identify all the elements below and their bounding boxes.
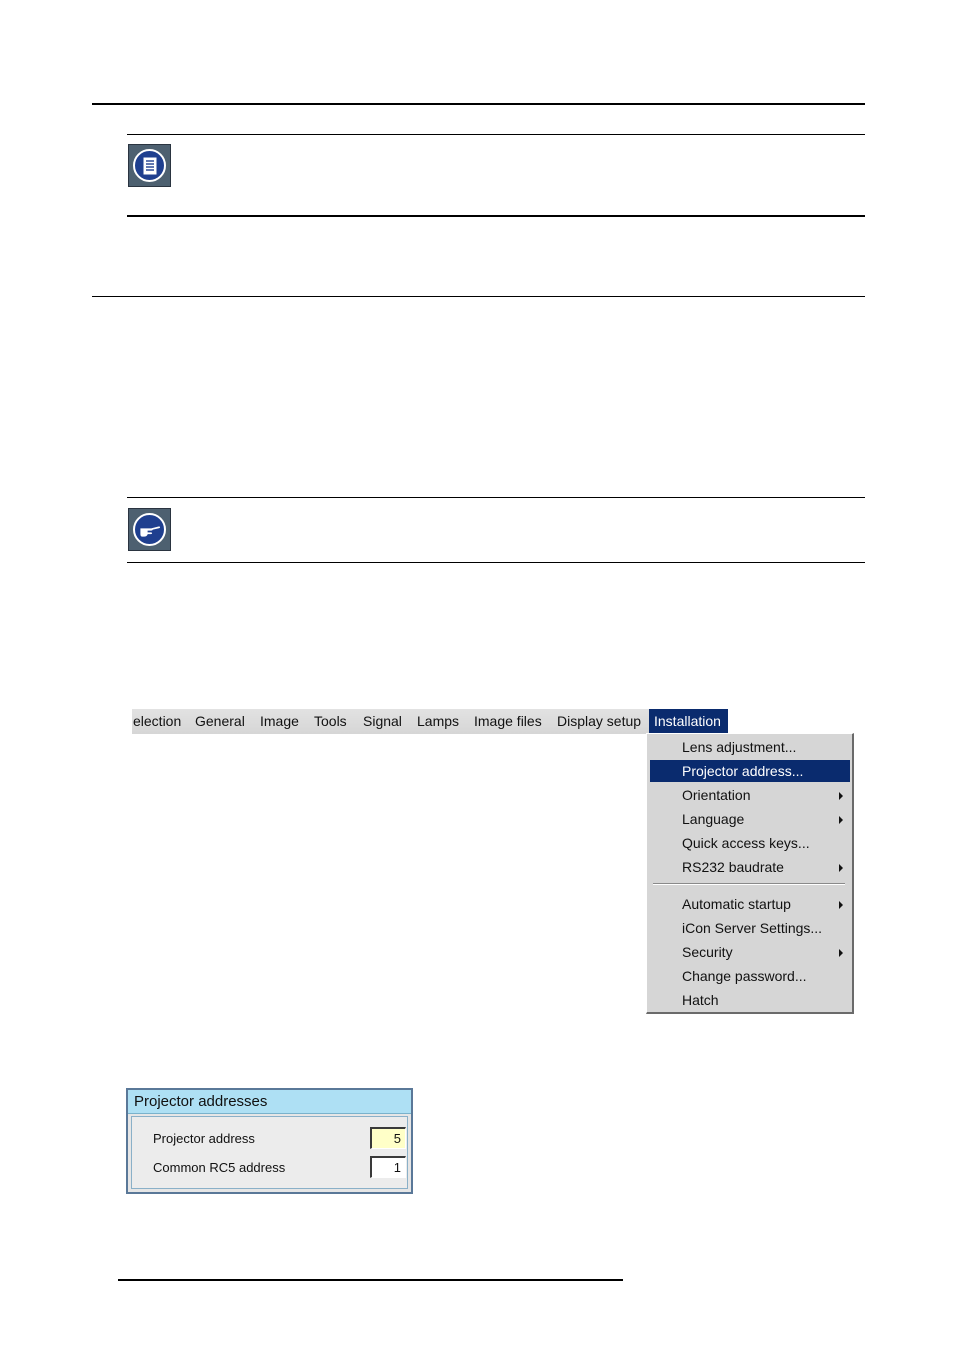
common-rc5-address-label: Common RC5 address bbox=[153, 1160, 286, 1175]
menu-item-label: Lens adjustment... bbox=[682, 739, 797, 755]
dialog-title: Projector addresses bbox=[128, 1090, 411, 1114]
projector-address-label: Projector address bbox=[153, 1131, 255, 1146]
menu-item-label: iCon Server Settings... bbox=[682, 920, 823, 936]
menu-item-label: Orientation bbox=[682, 787, 751, 803]
projector-address-field[interactable]: 5 bbox=[370, 1127, 406, 1149]
menu-item-security[interactable] bbox=[650, 941, 850, 963]
menu-item-label: Change password... bbox=[682, 968, 807, 984]
menu-signal[interactable]: Signal bbox=[363, 713, 402, 729]
tip-top-rule bbox=[127, 497, 865, 498]
common-rc5-address-field[interactable]: 1 bbox=[370, 1156, 406, 1178]
menu-item-label: Language bbox=[682, 811, 745, 827]
menu-item-automatic-startup[interactable] bbox=[650, 893, 850, 915]
tip-pointing-hand-icon bbox=[128, 508, 171, 551]
menu-item-change-password[interactable] bbox=[650, 965, 850, 987]
submenu-arrow-icon bbox=[839, 901, 843, 909]
menu-item-hatch[interactable] bbox=[650, 989, 850, 1011]
projector-menu-bar bbox=[132, 709, 728, 734]
projector-addresses-dialog bbox=[126, 1088, 413, 1194]
menu-item-label: Automatic startup bbox=[682, 896, 791, 912]
menu-item-label: Projector address... bbox=[682, 763, 804, 779]
menu-item-label: Security bbox=[682, 944, 733, 960]
menu-item-lens-adjustment[interactable] bbox=[650, 736, 850, 758]
menu-image[interactable]: Image bbox=[260, 713, 299, 729]
menu-lamps[interactable]: Lamps bbox=[417, 713, 460, 729]
tip-bottom-rule bbox=[127, 562, 865, 563]
menu-item-label: Quick access keys... bbox=[682, 835, 810, 851]
submenu-arrow-icon bbox=[839, 864, 843, 872]
menu-image-files[interactable]: Image files bbox=[474, 713, 542, 729]
submenu-arrow-icon bbox=[839, 792, 843, 800]
menu-installation[interactable]: Installation bbox=[649, 709, 728, 734]
section-rule bbox=[92, 296, 865, 297]
menu-item-label: RS232 baudrate bbox=[682, 859, 784, 875]
note-document-icon bbox=[128, 144, 171, 187]
installation-dropdown bbox=[646, 733, 854, 1014]
note-top-rule bbox=[127, 134, 865, 135]
menu-item-rs232-baudrate[interactable] bbox=[650, 856, 850, 878]
menu-separator bbox=[653, 883, 845, 885]
header-rule bbox=[92, 103, 865, 105]
note-bottom-rule bbox=[127, 215, 865, 217]
submenu-arrow-icon bbox=[839, 949, 843, 957]
menu-item-icon-server-settings[interactable] bbox=[650, 917, 850, 939]
footer-rule bbox=[118, 1279, 623, 1281]
dialog-body bbox=[131, 1116, 408, 1189]
menu-item-orientation[interactable] bbox=[650, 784, 850, 806]
menu-selection[interactable]: election bbox=[133, 713, 182, 729]
menu-display-setup[interactable]: Display setup bbox=[557, 713, 642, 729]
menu-item-language[interactable] bbox=[650, 808, 850, 830]
menu-item-quick-access-keys[interactable] bbox=[650, 832, 850, 854]
menu-item-projector-address[interactable] bbox=[650, 760, 850, 782]
menu-item-label: Hatch bbox=[682, 992, 719, 1008]
submenu-arrow-icon bbox=[839, 816, 843, 824]
menu-tools[interactable]: Tools bbox=[314, 713, 347, 729]
menu-general[interactable]: General bbox=[195, 713, 245, 729]
